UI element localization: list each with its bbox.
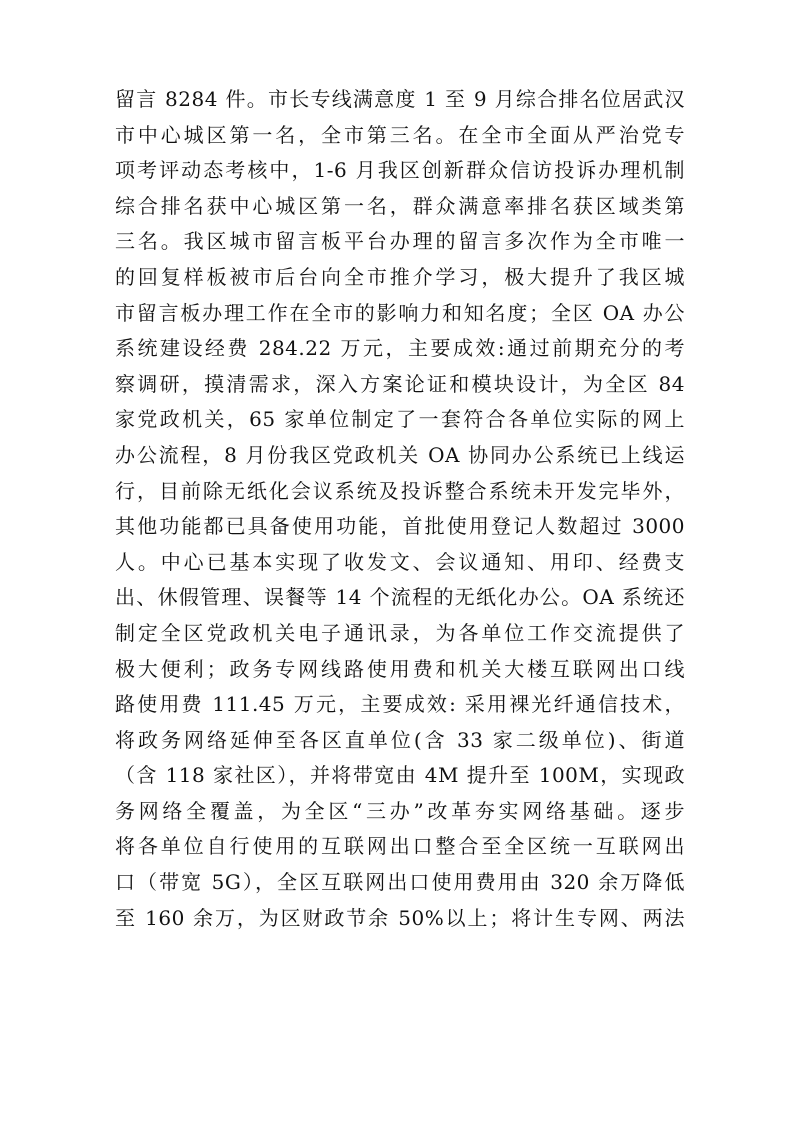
- text-line: 至 160 余万，为区财政节余 50%以上；将计生专网、两法: [115, 905, 685, 930]
- text-line: （含 118 家社区），并将带宽由 4M 提升至 100M，实现政: [115, 763, 685, 788]
- text-line: 留言 8284 件。市长专线满意度 1 至 9 月综合排名位居武汉: [115, 87, 685, 111]
- text-line: 口（带宽 5G），全区互联网出口使用费用由 320 余万降低: [115, 870, 685, 895]
- text-line: 极大便利；政务专网线路使用费和机关大楼互联网出口线: [115, 656, 685, 681]
- text-line: 三名。我区城市留言板平台办理的留言多次作为全市唯一: [115, 229, 685, 254]
- text-line: 项考评动态考核中，1-6 月我区创新群众信访投诉办理机制: [115, 158, 685, 183]
- text-line: 行，目前除无纸化会议系统及投诉整合系统未开发完毕外，: [115, 478, 685, 503]
- text-line: 制定全区党政机关电子通讯录，为各单位工作交流提供了: [115, 620, 685, 645]
- text-line: 察调研，摸清需求，深入方案论证和模块设计，为全区 84: [115, 371, 685, 396]
- text-line: 将政务网络延伸至各区直单位(含 33 家二级单位)、街道: [115, 727, 685, 752]
- text-line: 出、休假管理、误餐等 14 个流程的无纸化办公。OA 系统还: [115, 585, 685, 610]
- text-line: 人。中心已基本实现了收发文、会议通知、用印、经费支: [115, 549, 685, 574]
- text-line: 其他功能都已具备使用功能，首批使用登记人数超过 3000: [115, 514, 685, 539]
- text-line: 将各单位自行使用的互联网出口整合至全区统一互联网出: [115, 834, 685, 859]
- text-line: 办公流程，8 月份我区党政机关 OA 协同办公系统已上线运: [115, 442, 685, 467]
- text-line: 的回复样板被市后台向全市推介学习，极大提升了我区城: [115, 264, 685, 289]
- body-text: [115, 82, 685, 936]
- text-line: 务网络全覆盖，为全区“三办”改革夯实网络基础。逐步: [115, 798, 685, 823]
- text-line: 综合排名获中心城区第一名，群众满意率排名获区域类第: [115, 193, 685, 218]
- text-line: 市中心城区第一名，全市第三名。在全市全面从严治党专: [115, 122, 685, 147]
- text-line: 市留言板办理工作在全市的影响力和知名度；全区 OA 办公: [115, 300, 685, 325]
- text-line: 路使用费 111.45 万元，主要成效: 采用裸光纤通信技术，: [115, 692, 685, 717]
- text-line: 家党政机关，65 家单位制定了一套符合各单位实际的网上: [115, 407, 685, 432]
- text-line: 系统建设经费 284.22 万元，主要成效:通过前期充分的考: [115, 336, 685, 361]
